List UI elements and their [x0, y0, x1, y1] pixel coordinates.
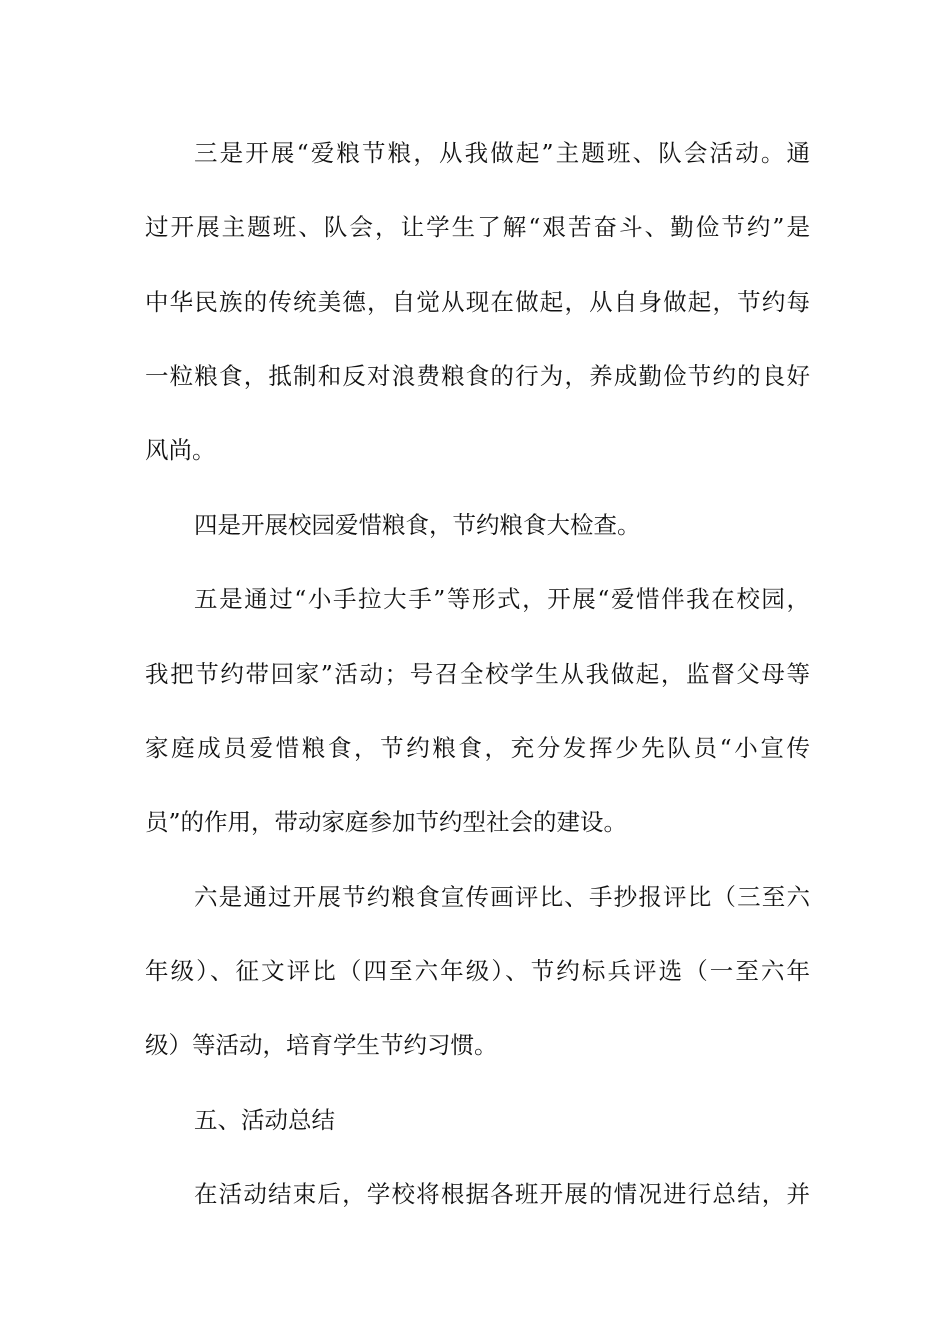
paragraph-1-line-5: 风尚。 [145, 436, 216, 464]
paragraph-4-line-3: 级）等活动，培育学生节约习惯。 [145, 1031, 498, 1059]
paragraph-3-line-4: 员”的作用，带动家庭参加节约型社会的建设。 [145, 808, 628, 836]
paragraph-2-line-1: 四是开展校园爱惜粮食，节约粮食大检查。 [194, 511, 641, 539]
paragraph-1-line-4: 一粒粮食，抵制和反对浪费粮食的行为，养成勤俭节约的良好 [145, 362, 810, 390]
paragraph-4-line-2: 年级）、征文评比（四至六年级）、节约标兵评选（一至六年 [145, 957, 810, 985]
paragraph-4-line-1: 六是通过开展节约粮食宣传画评比、手抄报评比（三至六 [194, 883, 810, 911]
paragraph-3-line-3: 家庭成员爱惜粮食，节约粮食，充分发挥少先队员“小宣传 [145, 734, 810, 762]
paragraph-3-line-1: 五是通过“小手拉大手”等形式，开展“爱惜伴我在校园， [194, 585, 810, 613]
paragraph-1-line-3: 中华民族的传统美德，自觉从现在做起，从自身做起，节约每 [145, 288, 810, 316]
paragraph-1-line-1: 三是开展“爱粮节粮，从我做起”主题班、队会活动。通 [194, 139, 810, 167]
paragraph-1-line-2: 过开展主题班、队会，让学生了解“艰苦奋斗、勤俭节约”是 [145, 213, 810, 241]
paragraph-3-line-2: 我把节约带回家”活动；号召全校学生从我做起，监督父母等 [145, 660, 810, 688]
section-heading: 五、活动总结 [194, 1106, 335, 1134]
paragraph-6-line-1: 在活动结束后，学校将根据各班开展的情况进行总结，并 [194, 1180, 810, 1208]
